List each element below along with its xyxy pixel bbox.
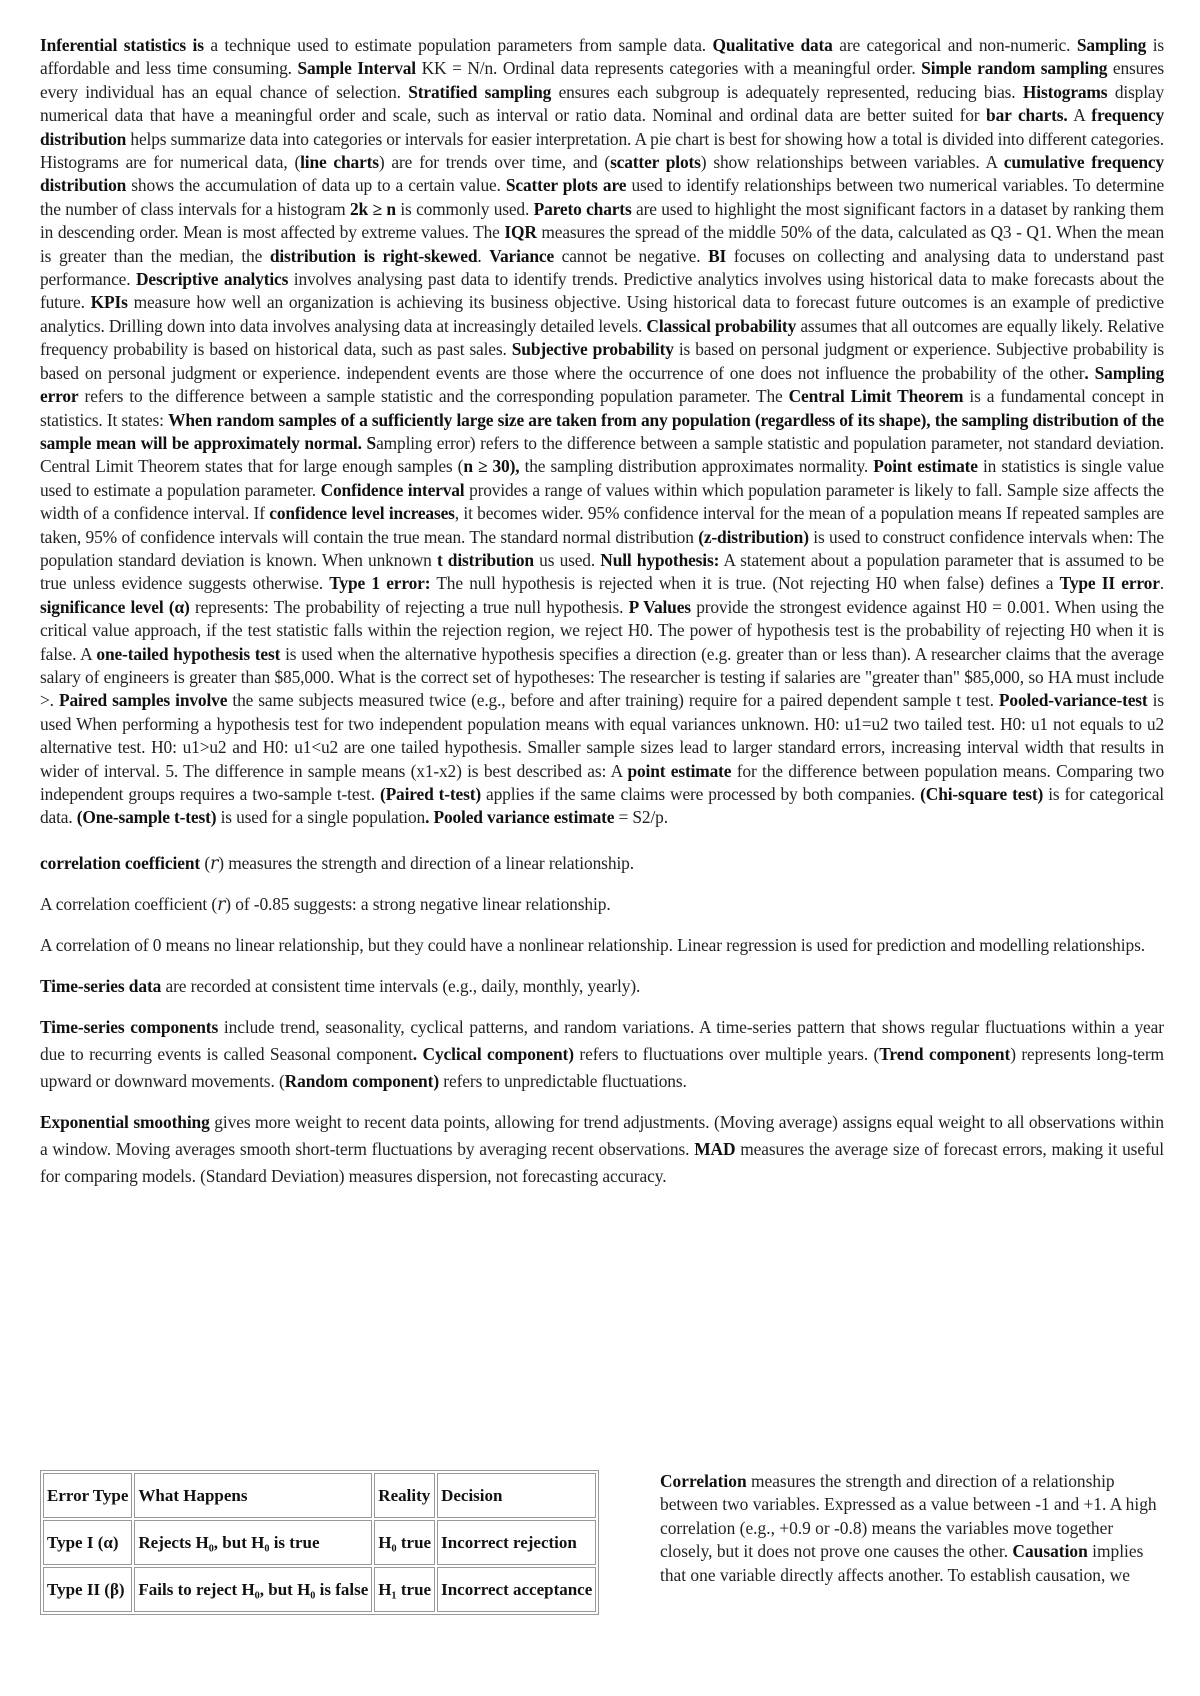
text-run: include trend, seasonality, cyclical patterns, and random variations. A time-series pattern that shows regular fluctuations within a year due to recurring events is called Seasonal component	[40, 1016, 1164, 1064]
text-run: = S2/p.	[614, 807, 668, 828]
text-run: assumes that all outcomes are equally likely. Relative frequency probability is based on historical data, such as past sales.	[40, 315, 1164, 360]
text-run: the sampling distribution approximates normality.	[519, 456, 874, 477]
bold-term: Pareto charts	[533, 198, 632, 219]
table-header-cell: Error Type	[43, 1473, 132, 1518]
text-run: (𝑟) measures the strength and direction of a linear relationship.	[200, 852, 635, 873]
bold-term: Qualitative data	[712, 35, 833, 55]
document-body	[40, 34, 1164, 1204]
bold-term: MAD	[694, 1138, 736, 1159]
bold-term: confidence level increases	[269, 503, 455, 524]
text-run: measure how well an organization is achieving its business objective. Using historical data to forecast future outcomes is an example of predictive analytics. Drilling down into data involves analysing data at increasingly detailed levels.	[40, 292, 1164, 336]
bold-term: BI	[708, 245, 727, 266]
bold-term: Causation	[1012, 1541, 1088, 1562]
bold-term: P Values	[628, 596, 691, 617]
table-cell: Type I (α)	[43, 1520, 132, 1565]
text-run: a technique used to estimate population parameters from sample data.	[203, 35, 713, 55]
table-row	[43, 1567, 596, 1612]
bold-term: correlation coefficient	[40, 852, 201, 873]
text-run: is used When performing a hypothesis test for two independent population means with equal variances unknown. H0: u1=u2 two tailed test. H0: u1 not equals to u2 alternative test. H0: u1>u2 and H0: u1<u2 are one tailed hypothesis. Smaller sample sizes lead to larger standard errors, increasing interval width that results in wider of interval. 5. The difference in sample means (x1-x2) is best described as: A	[40, 690, 1164, 781]
paragraph-correlation-causation	[660, 1470, 1164, 1587]
bold-term: Central Limit Theorem	[788, 386, 964, 407]
text-run: is for categorical data.	[40, 784, 1164, 828]
bold-term: point estimate	[627, 760, 732, 781]
text-run: measures the strength and direction of a relationship between two variables. Expressed as a value between -1 and +1. A high correlation (e.g., +0.9 or -0.8) means the variables move together closely, but it does not prove one causes the other.	[660, 1471, 1157, 1562]
bold-term: Inferential statistics is	[40, 35, 204, 55]
text-run: .	[477, 245, 490, 266]
text-run: are recorded at consistent time intervals (e.g., daily, monthly, yearly).	[161, 975, 641, 996]
text-run: is a fundamental concept in statistics. It states:	[40, 386, 1164, 430]
table-cell: Fails to reject H₀, but H₀ is false	[134, 1567, 372, 1612]
text-run: represents: The probability of rejecting a true null hypothesis.	[189, 596, 629, 617]
bold-term: Time-series components	[40, 1016, 219, 1037]
table-cell: Incorrect rejection	[437, 1520, 596, 1565]
bold-term: n ≥ 30),	[463, 456, 520, 477]
table-row	[43, 1520, 596, 1565]
text-run: in statistics is single value used to estimate a population parameter.	[40, 456, 1164, 500]
text-run: applies if the same claims were processed by both companies.	[481, 784, 921, 804]
text-run: provide the strongest evidence against H0 = 0.001. When using the critical value approach, if the test statistic falls within the rejection region, we reject H0. The power of hypothesis test is the probability of rejecting H0 when it is false. A	[40, 596, 1164, 664]
text-run: refers to unpredictable fluctuations.	[439, 1070, 687, 1091]
bold-term: Simple random sampling	[921, 58, 1108, 79]
table-cell: Type II (β)	[43, 1567, 132, 1612]
bold-term: Paired samples involve	[58, 690, 228, 711]
bold-term: Classical probability	[646, 315, 797, 336]
text-run: , it becomes wider. 95% confidence interval for the mean of a population means If repeated samples are taken, 95% of confidence intervals will contain the true mean. The standard normal distribution	[40, 503, 1164, 547]
text-run: cannot be negative.	[554, 245, 709, 266]
table-cell: Incorrect acceptance	[437, 1567, 596, 1612]
bold-term: (Paired t-test)	[379, 784, 482, 804]
text-run: A correlation of 0 means no linear relationship, but they could have a nonlinear relationship. Linear regression is used for prediction and modelling relationships.	[40, 934, 1145, 955]
bold-term: Random component)	[284, 1070, 440, 1091]
paragraph-time-series-data	[40, 973, 1164, 1000]
text-run: refers to the difference between a sample statistic and the corresponding population parameter. The	[78, 386, 789, 407]
text-run: for the difference between population means. Comparing two independent groups requires a two-sample t-test.	[40, 760, 1165, 804]
paragraph-exponential-smoothing	[40, 1109, 1164, 1190]
bold-term: significance level (α)	[40, 596, 190, 617]
table-cell: Rejects H₀, but H₀ is true	[134, 1520, 372, 1565]
bold-term: (Chi-square test)	[920, 784, 1044, 804]
bold-term: Time-series data	[40, 975, 162, 996]
bold-term: Stratified sampling	[408, 81, 552, 102]
bold-term: . Cyclical component)	[412, 1043, 574, 1064]
table-cell: H₀ true	[374, 1520, 435, 1565]
text-run: A	[1067, 105, 1092, 126]
table-header-cell: Decision	[437, 1473, 596, 1518]
text-run: ensures every individual has an equal chance of selection.	[40, 58, 1165, 102]
text-run: focuses on collecting and analysing data to understand past performance.	[40, 245, 1164, 290]
text-run: refers to fluctuations over multiple years. (	[573, 1043, 880, 1064]
bold-term: (z-distribution)	[698, 526, 809, 547]
bold-term: (One-sample t-test)	[76, 807, 217, 828]
bold-term: Pooled-variance-test	[998, 690, 1148, 711]
bold-term: Type II error	[1059, 573, 1160, 594]
bold-term: Correlation	[660, 1471, 747, 1491]
text-run: is used when the alternative hypothesis specifies a direction (e.g. greater than or less than). A researcher claims that the average salary of engineers is greater than $85,000. What is the correct set of hypotheses: The researcher is testing if salaries are "greater than" $85,000, so HA must include >.	[40, 643, 1164, 711]
text-run: A correlation coefficient (𝑟) of -0.85 suggests: a strong negative linear relationship.	[40, 893, 611, 914]
bold-term: line charts	[300, 152, 379, 173]
bold-term: Confidence interval	[320, 479, 465, 500]
bold-term: . Sampling error	[40, 362, 1164, 407]
bold-term: Variance	[489, 245, 555, 266]
bold-term: Type 1 error:	[329, 573, 431, 594]
paragraph-time-series-components	[40, 1014, 1164, 1095]
text-run: KK = N/n. Ordinal data represents categories with a meaningful order.	[415, 58, 922, 79]
bold-term: Trend component	[879, 1043, 1011, 1064]
text-run: provides a range of values within which population parameter is likely to fall. Sample size affects the width of a confidence interval. If	[40, 479, 1164, 524]
bold-term: Scatter plots are	[505, 175, 627, 196]
text-run: ampling error) refers to the difference between a sample statistic and population parameter, not standard deviation. Central Limit Theorem states that for large enough samples (	[40, 432, 1164, 477]
bold-term: IQR	[504, 222, 537, 243]
bold-term: Descriptive analytics	[135, 269, 289, 290]
bold-term: Exponential smoothing	[40, 1111, 210, 1132]
bold-term: Point estimate	[873, 456, 978, 477]
bold-term: distribution is right-skewed	[269, 245, 478, 266]
bold-term: cumulative frequency distribution	[40, 152, 1164, 196]
bold-term: KPIs	[90, 292, 128, 313]
text-run: gives more weight to recent data points, allowing for trend adjustments. (Moving average) assigns equal weight to all observations within a window. Moving averages smooth short-term fluctuations by averaging recent observations.	[40, 1111, 1164, 1159]
text-run: implies that one variable directly affects another. To establish causation, we	[660, 1541, 1144, 1585]
text-run: the same subjects measured twice (e.g., before and after training) require for a paired dependent sample t test.	[227, 690, 999, 711]
text-run: us used.	[533, 549, 601, 570]
text-run: display numerical data that have a meaningful order and scale, such as interval or ratio data. Nominal and ordinal data are better suited for	[40, 81, 1164, 126]
paragraph-statistics-overview	[40, 34, 1164, 830]
paragraph-negative-correlation	[40, 891, 1164, 918]
bold-term: When random samples of a sufficiently large size are taken from any population (regardless of its shape), the sampling distribution of the sample mean will be approximately normal. S	[40, 409, 1165, 453]
bold-term: frequency distribution	[40, 105, 1165, 149]
text-run: The null hypothesis is rejected when it is true. (Not rejecting H0 when false) defines a	[430, 573, 1060, 594]
bold-term: Null hypothesis:	[600, 549, 720, 570]
paragraph-zero-correlation	[40, 932, 1164, 959]
text-run: involves analysing past data to identify trends. Predictive analytics involves using historical data to make forecasts about the future.	[40, 269, 1165, 313]
text-run: is used for a single population	[216, 807, 426, 828]
text-run: used to identify relationships between two numerical variables. To determine the number of class intervals for a histogram	[40, 175, 1165, 219]
text-run: are categorical and non-numeric.	[832, 35, 1077, 55]
text-run: helps summarize data into categories or intervals for easier interpretation. A pie chart is best for showing how a total is divided into different categories. Histograms are for numerical data, (	[40, 128, 1164, 173]
table-header-cell: Reality	[374, 1473, 435, 1518]
text-run: is affordable and less time consuming.	[40, 35, 1164, 79]
text-run: .	[1159, 573, 1164, 594]
text-run: are used to highlight the most significant factors in a dataset by ranking them in descending order. Mean is most affected by extreme values. The	[40, 198, 1164, 243]
table-cell: H₁ true	[374, 1567, 435, 1612]
text-run: is based on personal judgment or experience. Subjective probability is based on personal judgment or experience. independent events are those where the occurrence of one does not influence the probability of the other	[40, 339, 1165, 383]
bold-term: Sample Interval	[297, 58, 416, 79]
bold-term: bar charts.	[986, 105, 1068, 126]
text-run: A statement about a population parameter that is assumed to be true unless evidence suggests otherwise.	[40, 549, 1164, 594]
text-run: is commonly used.	[395, 198, 534, 219]
bold-term: scatter plots	[610, 152, 701, 173]
bold-term: t distribution	[436, 549, 534, 570]
text-run: ) represents long-term upward or downward movements. (	[40, 1043, 1164, 1091]
bold-term: Histograms	[1022, 81, 1108, 102]
text-run: ) show relationships between variables. A	[700, 152, 1004, 173]
bold-term: . Pooled variance estimate	[425, 807, 615, 828]
table-header-cell: What Happens	[134, 1473, 372, 1518]
text-run: measures the average size of forecast errors, making it useful for comparing models. (Standard Deviation) measures dispersion, not forecasting accuracy.	[40, 1138, 1164, 1186]
text-run: ensures each subgroup is adequately represented, reducing bias.	[551, 81, 1023, 102]
text-run: is used to construct confidence intervals when: The population standard deviation is known. When unknown	[40, 526, 1164, 570]
bold-term: 2k ≥ n	[349, 198, 396, 219]
bold-term: Sampling	[1076, 35, 1147, 55]
text-run: measures the spread of the middle 50% of the data, calculated as Q3 - Q1. When the mean is greater than the median, the	[40, 222, 1164, 266]
bold-term: one-tailed hypothesis test	[96, 643, 281, 664]
bold-term: Subjective probability	[511, 339, 674, 360]
paragraph-correlation-coefficient	[40, 850, 1164, 877]
text-run: shows the accumulation of data up to a certain value.	[126, 175, 506, 196]
text-run: ) are for trends over time, and (	[378, 152, 611, 173]
error-types-table	[40, 1470, 599, 1615]
table-header-row	[43, 1473, 596, 1518]
